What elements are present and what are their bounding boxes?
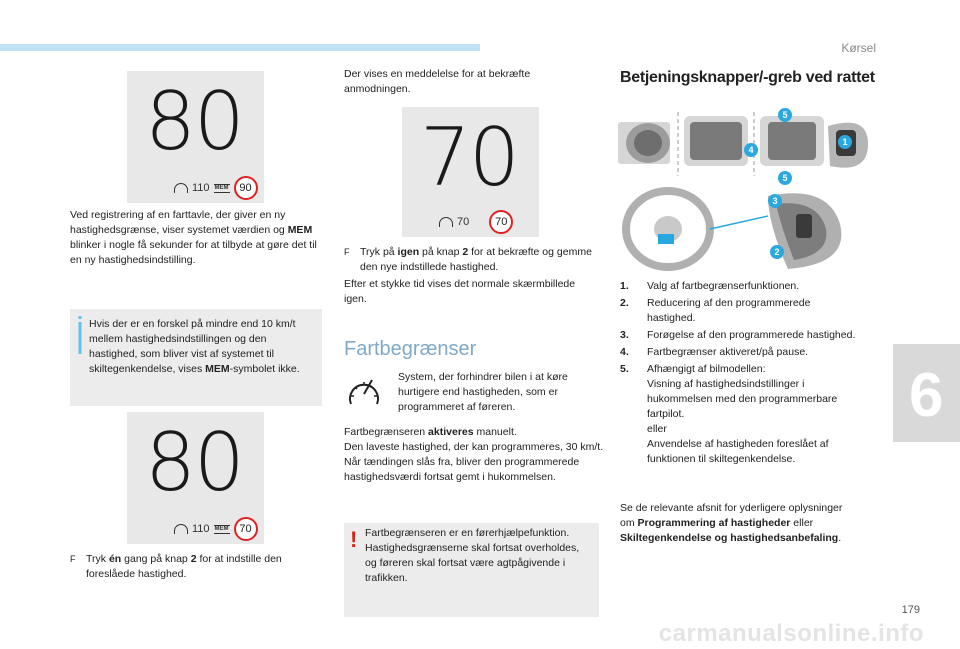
speed-sign-icon: 90 (234, 176, 258, 200)
display-info-row (439, 210, 513, 234)
control-legend (620, 279, 860, 469)
bullet-symbol: F (344, 247, 350, 257)
badge-1: 1 (838, 135, 852, 149)
speed-display-1 (127, 71, 264, 203)
ignition-text: Når tændingen slås fra, bliver den programmerede hastighedsværdi fortsat gemt i hukommelsen. (344, 456, 580, 483)
badge-2: 2 (770, 245, 784, 259)
paragraph-activation: Fartbegrænseren aktiveres manuelt. Den laveste hastighed, der kan programmeres, 30 km/t. Når tændingen slås fra, bliver den programmerede hastighedsværdi fortsat gemt i hukommelsen. (344, 426, 604, 483)
paragraph-see-also: Se de relevante afsnit for yderligere oplysninger om Programmering af hastigheder eller Skiltegenkendelse og hastighedsanbefaling. (620, 502, 843, 544)
info-note-text: Hvis der er en forskel på mindre end 10 km/t mellem hastighedsindstillingen og den hastighed, som bliver vist af systemet til skiltegenkendelse, vises MEM-symbolet ikke. (89, 318, 300, 375)
header-accent-bar (0, 44, 480, 51)
badge-5-bottom: 5 (778, 171, 792, 185)
info-note (70, 309, 322, 406)
info-icon (77, 316, 83, 356)
speed-display-2 (127, 412, 264, 544)
mem-icon: MEM (214, 184, 229, 191)
warning-icon: ! (350, 527, 358, 552)
speed-sign-icon: 70 (234, 517, 258, 541)
list-item: 4. Fartbegrænser aktiveret/på pause. (620, 346, 809, 358)
paragraph-registration: Ved registrering af en farttavle, der giver en ny hastighedsgrænse, viser systemet værdien og MEM blinker i nogle få sekunder for at tilbyde at gøre det til en ny hastighedsindstilling. (70, 209, 317, 266)
page-number: 179 (901, 604, 920, 616)
display-info-row (174, 176, 258, 200)
heading-controls: Betjeningsknapper/-greb ved rattet (620, 69, 875, 86)
warning-text: Fartbegrænseren er en førerhjælpefunktion. Hastighedsgrænserne skal fortsat overholdes, og føreren skal fortsat være agtpågivende i trafikken. (365, 527, 580, 584)
mem-icon: MEM (214, 525, 229, 532)
section-title: Kørsel (841, 41, 876, 55)
chapter-number: 6 (909, 361, 944, 430)
chapter-tab (893, 344, 960, 442)
paragraph-confirm: Der vises en meddelelse for at bekræfte anmodningen. (344, 68, 531, 95)
warning-note (344, 523, 599, 617)
display-mini-speed: 110 (192, 523, 210, 535)
list-item: 3. Forøgelse af den programmerede hastighed. (620, 329, 856, 341)
display-mini-speed: 110 (192, 182, 210, 194)
watermark: carmanualsonline.info (658, 620, 924, 647)
badge-4: 4 (744, 143, 758, 157)
speed-limiter-description: System, der forhindrer bilen i at køre hurtigere end hastigheden, som er programmeret af føreren. (398, 371, 568, 413)
list-item: 2. Reducering af den programmerede hastighed. (620, 297, 811, 324)
speedometer-icon (439, 217, 453, 227)
speed-display-3 (402, 107, 539, 237)
badge-5-top: 5 (778, 108, 792, 122)
speed-sign-icon: 70 (489, 210, 513, 234)
bullet-symbol: F (70, 554, 76, 564)
badge-3: 3 (768, 194, 782, 208)
display-mini-speed: 70 (457, 216, 470, 228)
bullet-press-once: F Tryk én gang på knap 2 for at indstille den foreslåede hastighed. (70, 553, 282, 580)
display-speed-value: 80 (145, 416, 243, 509)
speed-limiter-icon (346, 374, 382, 410)
steering-controls-illustration (618, 104, 878, 274)
display-speed-value: 80 (145, 75, 243, 168)
bullet-press-again: F Tryk på igen på knap 2 for at bekræfte og gemme den nye indstillede hastighed. (344, 246, 592, 273)
list-item: 5. Afhængigt af bilmodellen: Visning af hastighedsindstillinger i hukommelsen med den programmerbare fartpilot. eller Anvendelse af hastigheden foreslået af funktionen til skiltegenkendelse. (620, 363, 838, 465)
display-info-row (174, 517, 258, 541)
display-speed-value: 70 (420, 111, 518, 204)
paragraph-after: Efter et stykke tid vises det normale skærmbillede igen. (344, 278, 576, 305)
lowest-speed-text: Den laveste hastighed, der kan programmeres, 30 km/t. (344, 441, 604, 453)
speedometer-icon (174, 524, 188, 534)
heading-speed-limiter: Fartbegrænser (344, 338, 477, 360)
speedometer-icon (174, 183, 188, 193)
list-item: 1. Valg af fartbegrænserfunktionen. (620, 280, 800, 292)
